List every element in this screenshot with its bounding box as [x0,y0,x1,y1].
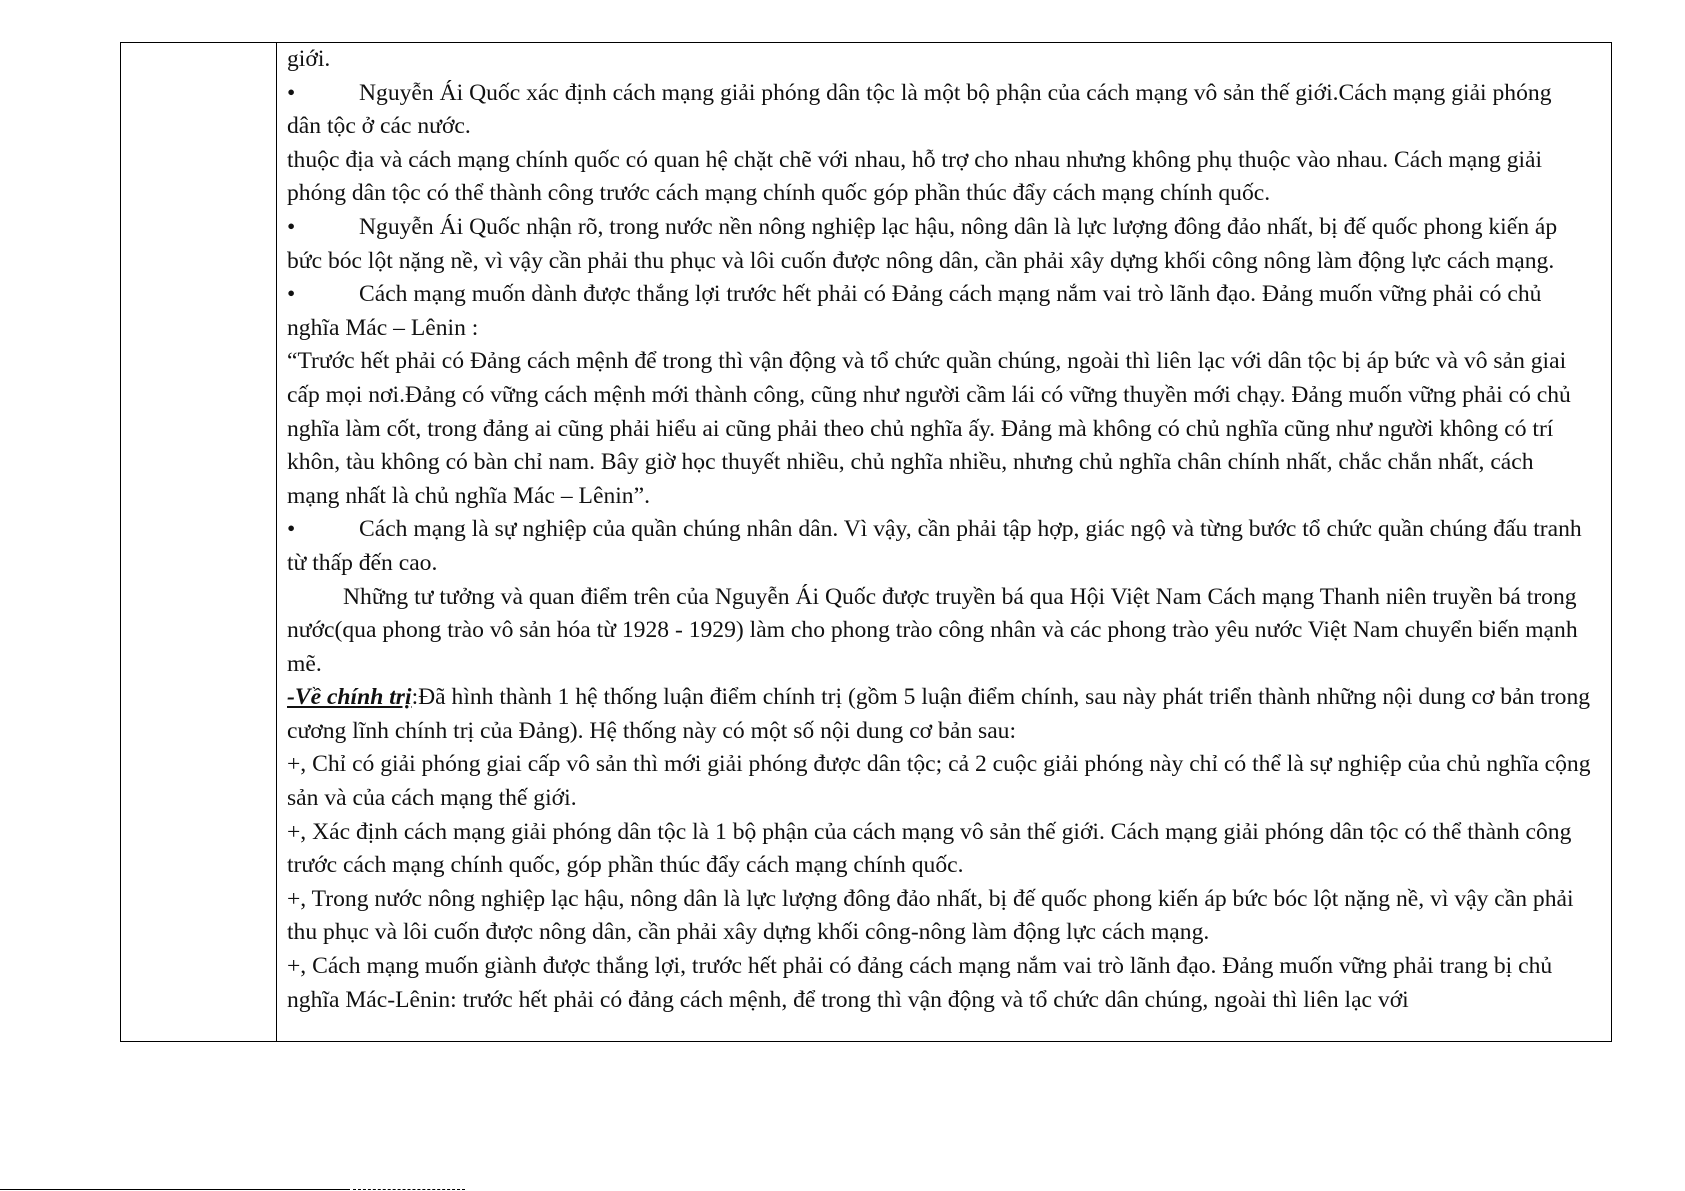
plus-item-3: +, Trong nước nông nghiệp lạc hậu, nông dân là lực lượng đông đảo nhất, bị đế quốc phong kiến áp bức bóc lột nặng nề, vì vậy cần phải thu phục và lôi cuốn được nông dân, cần phải xây dựng khối công-nông làm động lực cách mạng. [287,885,1574,946]
bullet-marker: • [287,79,296,106]
bullet-text: Nguyễn Ái Quốc nhận rõ, trong nước nền nông nghiệp lạc hậu, nông dân là lực lượng đông đảo nhất, bị đế quốc phong kiến áp bức bóc lột nặng nề, vì vậy cần phải thu phục và lôi cuốn được nông dân, cần phải xây dựng khối công nông làm động lực cách mạng. [287,213,1558,274]
table-left-column [121,43,277,1041]
quote-paragraph: “Trước hết phải có Đảng cách mệnh để trong thì vận động và tổ chức quần chúng, ngoài thì liên lạc với dân tộc bị áp bức và vô sản giai cấp mọi nơi.Đảng có vững cách mệnh mới thành công, cũng như người cầm lái có vững thuyền mới chạy. Đảng muốn vững phải có chủ nghĩa làm cốt, trong đảng ai cũng phải hiểu ai cũng phải theo chủ nghĩa ấy. Đảng mà không có chủ nghĩa cũng như người không có trí khôn, tàu không có bàn chỉ nam. Bây giờ học thuyết nhiều, chủ nghĩa nhiều, nhưng chủ nghĩa chân chính nhất, chắc chắn nhất, cách mạng nhất là chủ nghĩa Mác – Lênin”. [287,348,1571,509]
bullet-marker: • [287,213,296,240]
bullet-paragraph-2 [287,211,1591,278]
bullet-text: Cách mạng là sự nghiệp của quần chúng nhân dân. Vì vậy, cần phải tập hợp, giác ngộ và từng bước tổ chức quần chúng đấu tranh từ thấp đến cao. [287,516,1582,576]
text-line-continuation: giới. [287,46,331,72]
section-heading-rest: :Đã hình thành 1 hệ thống luận điểm chính trị (gồm 5 luận điểm chính, sau này phát triển thành những nội dung cơ bản trong cương lĩnh chính trị của Đảng). Hệ thống này có một số nội dung cơ bản sau: [287,684,1591,744]
bullet-paragraph-3 [287,278,1591,345]
bullet-text: Cách mạng muốn dành được thắng lợi trước hết phải có Đảng cách mạng nắm vai trò lãnh đạo. Đảng muốn vững phải có chủ nghĩa Mác – Lênin : [287,281,1542,341]
document-table [120,42,1612,1042]
section-heading-politics: -Về chính trị [287,684,412,711]
bullet-paragraph-1 [287,77,1591,144]
plus-item-1: +, Chỉ có giải phóng giai cấp vô sản thì mới giải phóng được dân tộc; cả 2 cuộc giải phóng này chỉ có thể là sự nghiệp của chủ nghĩa cộng sản và của cách mạng thế giới. [287,751,1591,812]
paragraph-dissemination: Những tư tưởng và quan điểm trên của Nguyễn Ái Quốc được truyền bá qua Hội Việt Nam Cách mạng Thanh niên truyền bá trong nước(qua phong trào vô sản hóa từ 1928 - 1929) làm cho phong trào công nhân và các phong trào yêu nước Việt Nam chuyển biến mạnh mẽ. [287,583,1578,677]
paragraph-colonial-revolution: thuộc địa và cách mạng chính quốc có quan hệ chặt chẽ với nhau, hỗ trợ cho nhau nhưng không phụ thuộc vào nhau. Cách mạng giải phóng dân tộc có thể thành công trước cách mạng chính quốc góp phần thúc đẩy cách mạng chính quốc. [287,146,1543,207]
bullet-paragraph-4 [287,513,1591,580]
footnote-separator-line [0,1189,350,1190]
footnote-separator-dashed [353,1189,465,1190]
plus-item-2: +, Xác định cách mạng giải phóng dân tộc là 1 bộ phận của cách mạng vô sản thế giới. Cách mạng giải phóng dân tộc có thể thành công trước cách mạng chính quốc, góp phần thúc đẩy cách mạng chính quốc. [287,818,1572,879]
table-right-column [277,43,1611,1041]
politics-section-paragraph [287,681,1591,748]
bullet-marker: • [287,516,296,543]
plus-item-4: +, Cách mạng muốn giành được thắng lợi, trước hết phải có đảng cách mạng nắm vai trò lãnh đạo. Đảng muốn vững phải trang bị chủ nghĩa Mác-Lênin: trước hết phải có đảng cách mệnh, để trong thì vận động và tổ chức dân chúng, ngoài thì liên lạc với [287,953,1553,1013]
bullet-text: Nguyễn Ái Quốc xác định cách mạng giải phóng dân tộc là một bộ phận của cách mạng vô sản thế giới.Cách mạng giải phóng dân tộc ở các nước. [287,79,1552,140]
bullet-marker: • [287,281,296,308]
